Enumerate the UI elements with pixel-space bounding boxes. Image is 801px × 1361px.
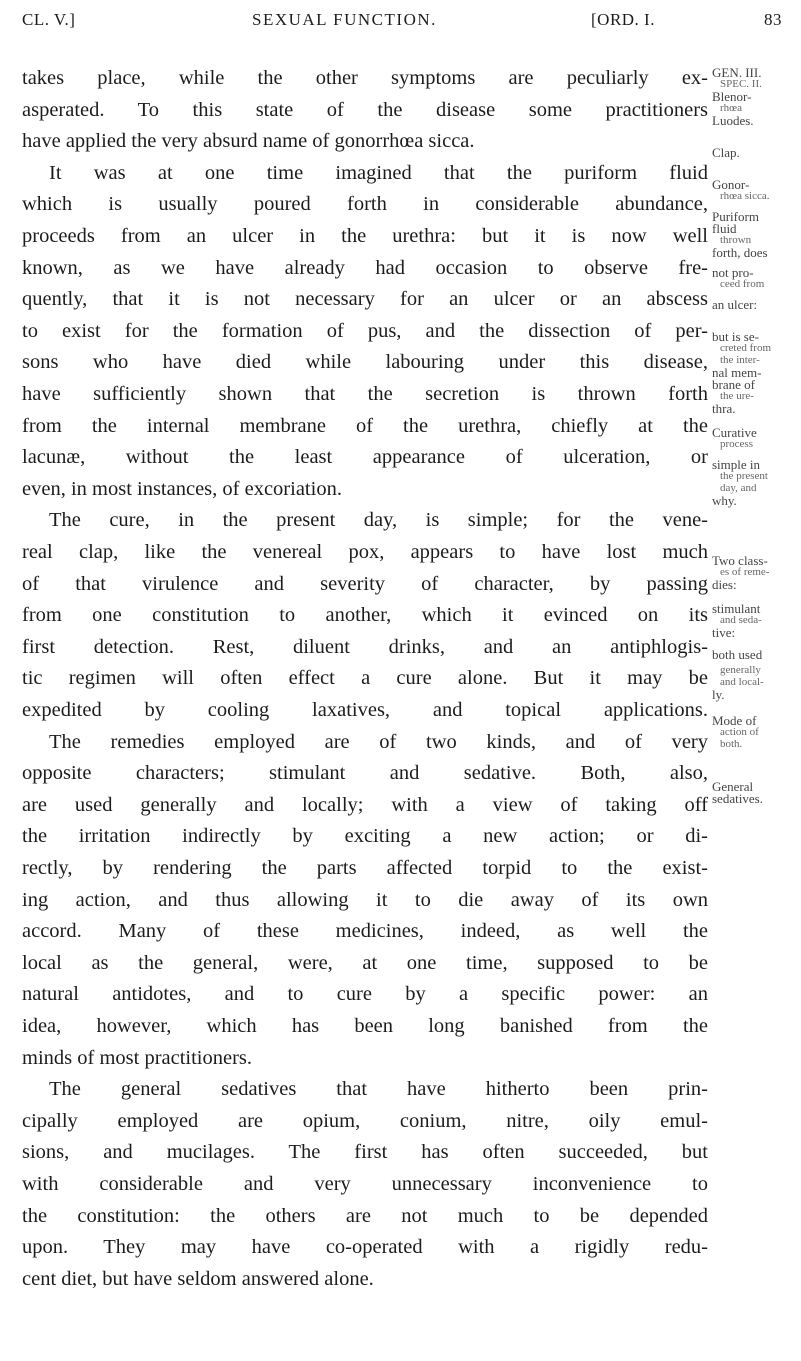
text-line: rectly, by rendering the parts affected torpid to the exist- — [22, 857, 708, 879]
margin-note-line: thrown — [720, 234, 752, 246]
text-line: have applied the very absurd name of gonorrhœa sicca. — [22, 130, 475, 153]
margin-note-line: es of reme- — [720, 566, 770, 578]
margin-note-line: and seda- — [720, 614, 762, 626]
margin-note-line: but is se- — [712, 329, 759, 344]
text-line: with considerable and very unnecessary inconvenience to — [22, 1173, 708, 1195]
margin-note-line: General — [712, 779, 754, 794]
text-line: tic regimen will often effect a cure alone. But it may be — [22, 667, 708, 690]
text-line: It was at one time imagined that the puriform fluid — [49, 161, 708, 184]
margin-note-line: Luodes. — [712, 113, 754, 128]
text-line: which is usually poured forth in considerable abundance, — [22, 193, 708, 216]
text-line: asperated. To this state of the disease some practitioners — [22, 98, 708, 121]
margin-note-line: generally — [720, 664, 761, 676]
margin-note-line: and local- — [720, 676, 764, 688]
margin-note-line: the ure- — [720, 390, 754, 402]
text-line: expedited by cooling laxatives, and topical applications. — [22, 699, 708, 721]
running-head-title: SEXUAL FUNCTION. — [252, 10, 437, 29]
text-line: The general sedatives that have hitherto been prin- — [49, 1078, 708, 1101]
margin-note-line: ceed from — [720, 278, 765, 290]
text-line: sions, and mucilages. The first has often succeeded, but — [22, 1141, 708, 1164]
margin-note-line: dies: — [712, 577, 737, 592]
margin-note-line: fluid — [712, 221, 737, 236]
running-head-chapter: CL. V.] — [22, 10, 76, 29]
margin-note-line: forth, does — [712, 245, 768, 260]
text-line: from one constitution to another, which it evinced on its — [22, 604, 708, 627]
text-line: The remedies employed are of two kinds, and of very — [49, 730, 708, 753]
margin-note-line: Curative — [712, 425, 757, 440]
text-line: are used generally and locally; with a view of taking off — [22, 793, 708, 816]
text-line: cipally employed are opium, conium, nitre, oily emul- — [22, 1109, 708, 1132]
text-line: idea, however, which has been long banished from the — [22, 1015, 708, 1037]
margin-note-line: rhœa — [720, 102, 742, 114]
margin-note-line: nal mem- — [712, 365, 762, 380]
text-line: from the internal membrane of the urethra, chiefly at the — [22, 414, 708, 437]
text-line: sons who have died while labouring under this disease, — [22, 351, 708, 374]
text-line: ing action, and thus allowing it to die away of its own — [22, 888, 708, 911]
text-line: the irritation indirectly by exciting a new action; or di- — [22, 825, 708, 848]
text-line: quently, that it is not necessary for an ulcer or an abscess — [22, 288, 708, 311]
margin-note-line: the inter- — [720, 354, 760, 366]
text-line: of that virulence and severity of character, by passing — [22, 572, 708, 595]
margin-note-line: rhœa sicca. — [720, 190, 770, 202]
margin-note-line: both. — [720, 738, 743, 750]
margin-note-line: ly. — [712, 687, 725, 702]
text-line: even, in most instances, of excoriation. — [22, 477, 342, 500]
margin-note-line: the present — [720, 470, 768, 482]
margin-note-line: sedatives. — [712, 791, 763, 806]
margin-note-line: process — [720, 438, 753, 450]
text-line: the constitution: the others are not much to be depended — [22, 1204, 708, 1227]
margin-note-line: Two class- — [712, 553, 768, 568]
margin-note-line: stimulant — [712, 601, 761, 616]
margin-note-line: Blenor- — [712, 89, 752, 104]
margin-note-line: thra. — [712, 401, 736, 416]
margin-note-line: tive: — [712, 625, 736, 640]
margin-note-line: Gonor- — [712, 177, 750, 192]
text-line: real clap, like the venereal pox, appears to have lost much — [22, 541, 708, 563]
margin-note-line: action of — [720, 726, 759, 738]
margin-note-line: day, and — [720, 482, 757, 494]
margin-note-line: brane of — [712, 377, 755, 392]
margin-note-line: both used — [712, 647, 763, 662]
text-line: local as the general, were, at one time, supposed to be — [22, 951, 708, 974]
margin-note-line: SPEC. II. — [720, 78, 762, 90]
text-line: takes place, while the other symptoms are peculiarly ex- — [22, 67, 708, 89]
text-line: lacunæ, without the least appearance of ulceration, or — [22, 446, 708, 469]
margin-note-line: an ulcer: — [712, 297, 758, 312]
margin-note-line: Clap. — [712, 145, 740, 160]
running-head-order: [ORD. I. — [591, 10, 655, 29]
margin-note-line: creted from — [720, 342, 771, 354]
text-line: first detection. Rest, diluent drinks, and an antiphlogis- — [22, 635, 708, 658]
text-line: proceeds from an ulcer in the urethra: but it is now well — [22, 225, 708, 247]
text-line: The cure, in the present day, is simple; for the vene- — [49, 509, 708, 532]
text-line: minds of most practitioners. — [22, 1046, 253, 1069]
page-number: 83 — [764, 10, 782, 29]
margin-note-line: Mode of — [712, 713, 757, 728]
text-line: natural antidotes, and to cure by a specific power: an — [22, 983, 708, 1006]
text-line: to exist for the formation of pus, and the dissection of per- — [22, 319, 708, 342]
margin-note-line: why. — [712, 493, 737, 508]
text-line: have sufficiently shown that the secretion is thrown forth — [22, 383, 708, 405]
text-line: known, as we have already had occasion to observe fre- — [22, 256, 708, 279]
margin-note-line: Puriform — [712, 209, 759, 224]
text-line: accord. Many of these medicines, indeed, as well the — [22, 920, 708, 943]
margin-note-line: simple in — [712, 457, 761, 472]
margin-note-line: not pro- — [712, 265, 754, 280]
text-line: cent diet, but have seldom answered alone. — [22, 1267, 374, 1290]
margin-note-line: GEN. III. — [712, 65, 762, 80]
text-line: opposite characters; stimulant and sedative. Both, also, — [22, 762, 708, 785]
text-line: upon. They may have co-operated with a rigidly redu- — [22, 1236, 708, 1259]
